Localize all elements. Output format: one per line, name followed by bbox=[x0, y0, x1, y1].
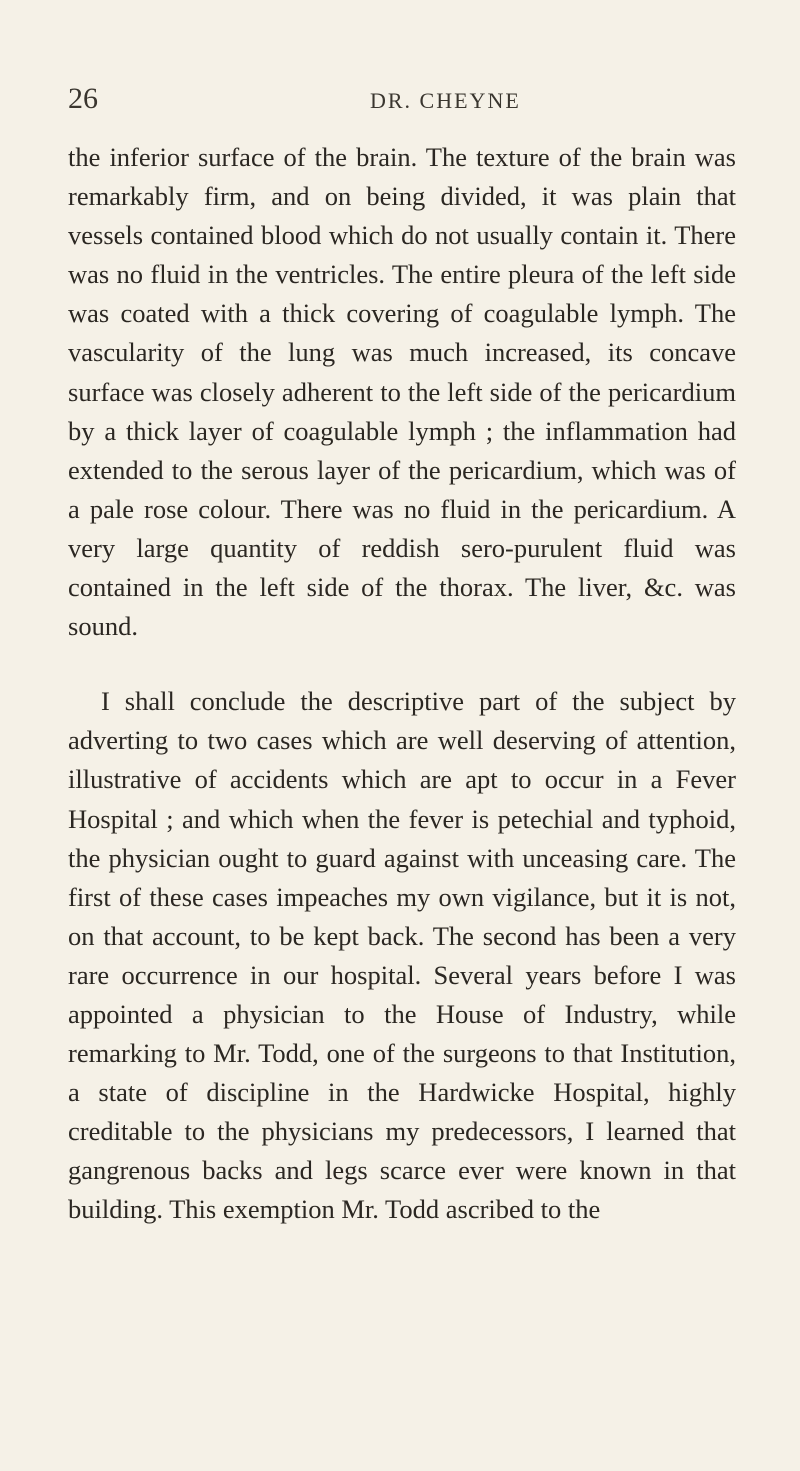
page-header bbox=[68, 82, 732, 128]
running-head: DR. CHEYNE bbox=[370, 88, 521, 113]
paragraph: I shall conclude the descriptive part of the subject by adverting to two cases which are well deserving of attention, illustrative of accidents which are apt to occur in a Fever Hospital ; and which when the fever is petechial and typhoid, the physician ought to guard against with unceasing care. The first of these cases impeaches my own vigilance, but it is not, on that account, to be kept back. The second has been a very rare occurrence in our hospital. Several years before I was appointed a physician to the House of Industry, while remarking to Mr. Todd, one of the surgeons to that Institution, a state of discipline in the Hardwicke Hospital, highly creditable to the physicians my predecessors, I learned that gangrenous backs and legs scarce ever were known in that building. This exemption Mr. Todd ascribed to the bbox=[68, 686, 736, 1225]
page-number: 26 bbox=[68, 82, 98, 115]
body-text bbox=[68, 138, 736, 1230]
paragraph-continued: the inferior surface of the brain. The texture of the brain was remarkably firm, and on being divided, it was plain that vessels contained blood which do not usually contain it. There was no fluid in the ventricles. The entire pleura of the left side was coated with a thick covering of coagulable lymph. The vascularity of the lung was much increased, its concave surface was closely adherent to the left side of the pericardium by a thick layer of coagulable lymph ; the inflammation had extended to the serous layer of the pericardium, which was of a pale rose colour. There was no fluid in the pericardium. A very large quantity of reddish sero-purulent fluid was contained in the left side of the thorax. The liver, &c. was sound. bbox=[68, 142, 736, 642]
